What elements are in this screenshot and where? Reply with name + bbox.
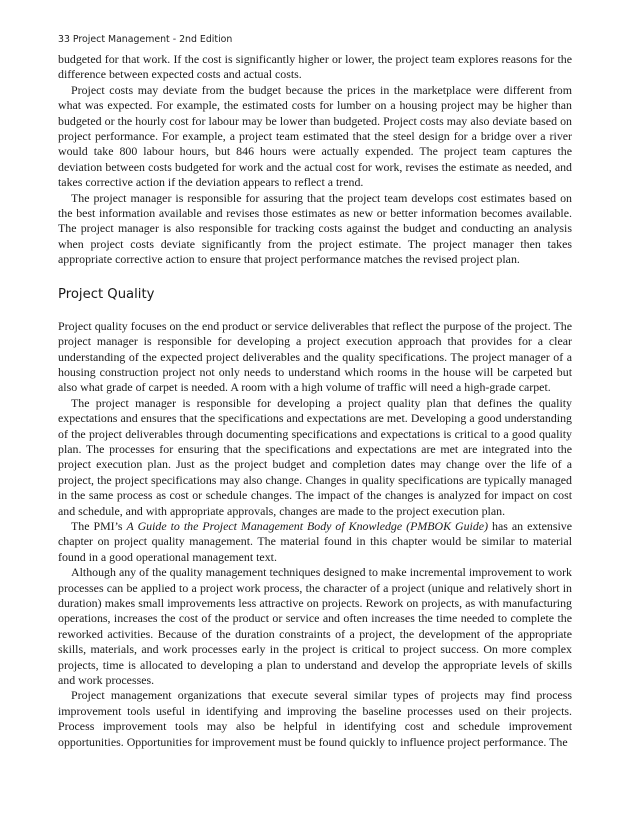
pmbok-text-after: has an extensive chapter on project quality management. The material found in this chapter would be similar to material found in a good operational management text. (58, 518, 572, 564)
quality-section (58, 319, 572, 750)
book-title: Project Management - 2nd Edition (72, 34, 233, 45)
pmbok-book-title: A Guide to the Project Management Body of Knowledge (PMBOK Guide) (126, 518, 489, 533)
paragraph-process-improvement: Project management organizations that execute several similar types of projects may find process improvement tools useful in identifying and improving the baseline processes used on their projects. Process improvement tools may also be helpful in identifying cost and schedule improvement opportunities. Opportunities for improvement must be found quickly to influence project performance. The (58, 688, 572, 749)
cost-section (58, 52, 572, 268)
running-header (58, 34, 572, 46)
paragraph-continued: budgeted for that work. If the cost is significantly higher or lower, the project team explores reasons for the difference between expected costs and actual costs. (58, 52, 572, 82)
paragraph-cost-deviation: Project costs may deviate from the budget because the prices in the marketplace were different from what was expected. For example, the estimated costs for lumber on a housing project may be higher than budgeted or the hourly cost for labour may be lower than budgeted. Project costs may also deviate based on project performance. For example, a project team estimated that the steel design for a bridge over a river would take 800 labour hours, but 846 hours were actually expended. The project team captures the deviation between costs budgeted for work and the actual cost for work, revises the estimate as needed, and takes corrective action if the deviation appears to reflect a trend. (58, 82, 572, 190)
paragraph-incremental-improvement: Although any of the quality management techniques designed to make incremental improvement to work processes can be applied to a project work process, the character of a project (unique and relatively short in duration) makes small improvements less attractive on projects. Rework on projects, as with manufacturing operations, increases the cost of the product or service and often increases the time needed to complete the reworked activities. Because of the duration constraints of a project, the development of the appropriate skills, materials, and work processes early in the project is critical to project success. On more complex projects, time is allocated to developing a plan to understand and develop the appropriate levels of skills and work processes. (58, 565, 572, 688)
paragraph-cost-responsibility: The project manager is responsible for assuring that the project team develops cost estimates based on the best information available and revises those estimates as new or better information becomes available. The project manager is also responsible for tracking costs against the budget and conducting an analysis when project costs deviate significantly from the project estimate. The project manager then takes appropriate corrective action to ensure that project performance matches the revised project plan. (58, 190, 572, 267)
paragraph-pmbok (58, 519, 572, 565)
paragraph-quality-focus: Project quality focuses on the end product or service deliverables that reflect the purpose of the project. The project manager is responsible for developing a project execution approach that provides for a clear understanding of the expected project deliverables and the quality specifications. The project manager of a housing construction project not only needs to understand which rooms in the house will be carpeted but also what grade of carpet is needed. A room with a high volume of traffic will need a high-grade carpet. (58, 318, 572, 395)
pmbok-text-before: The PMI’s (71, 518, 127, 533)
document-page (58, 34, 572, 750)
section-heading-project-quality: Project Quality (58, 286, 155, 302)
paragraph-quality-plan: The project manager is responsible for developing a project quality plan that defines the quality expectations and ensures that the specifications and expectations are met. Developing a good understanding of the project deliverables through documenting specifications and expectations is critical to a good quality plan. The processes for ensuring that the specifications and expectations are met are integrated into the project execution plan. Just as the project budget and completion dates may change over the life of a project, the project specifications may also change. Changes in quality specifications are typically managed in the same process as cost or schedule changes. The impact of the changes is analyzed for impact on cost and schedule, and with appropriate approvals, changes are made to the project execution plan. (58, 395, 572, 518)
page-number: 33 (58, 34, 70, 45)
